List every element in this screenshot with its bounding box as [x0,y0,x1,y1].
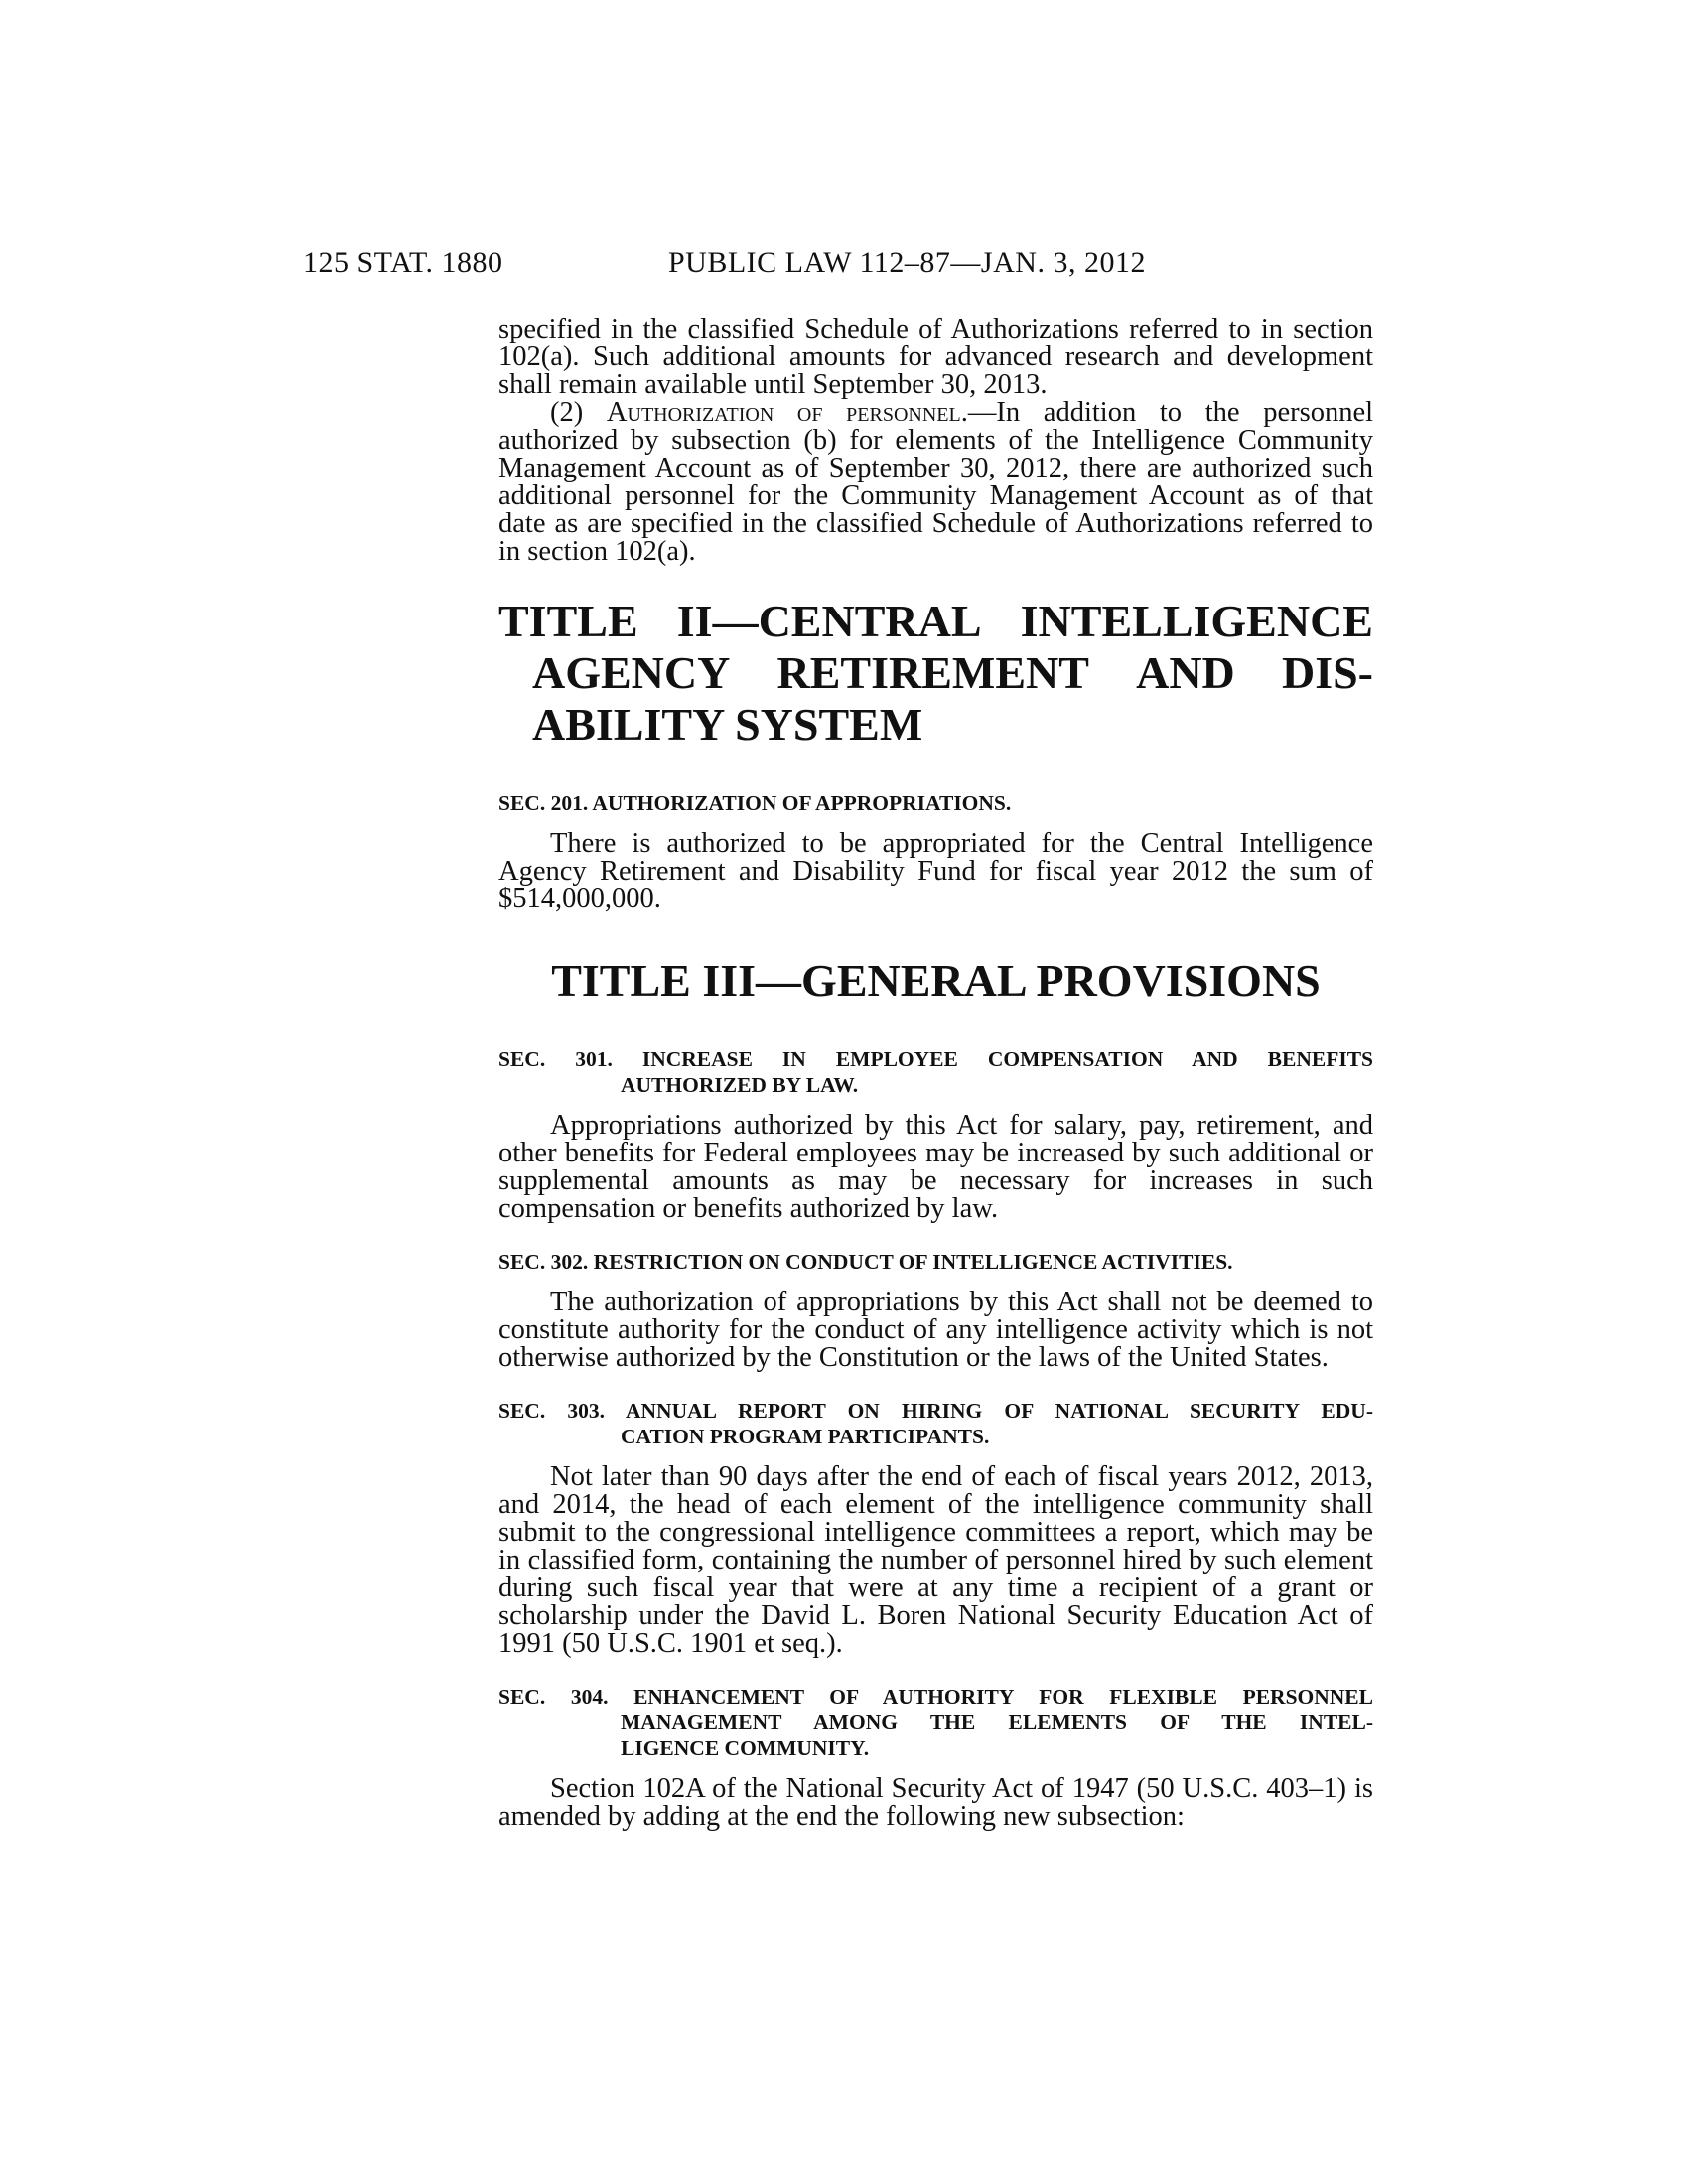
carryover-paragraph: specified in the classified Schedule of Authorizations referred to in section 102(a). Such additional amounts for advanced research and development shall remain available until September 30, 2013. [498,314,1373,400]
paragraph-heading: Authorization of personnel [606,397,961,428]
section-201-text: There is authorized to be appropriated for the Central Intelligence Agency Retirement and Disability Fund for fiscal year 2012 the sum of $514,000,000. [498,828,1373,914]
authorization-of-personnel-paragraph [498,399,1373,566]
section-304 [498,1684,1373,1831]
title-word: TITLE [498,596,638,646]
heading-line: CATION PROGRAM PARTICIPANTS. [621,1425,990,1448]
title-word: ABILITY SYSTEM [532,699,923,750]
section-201 [498,790,1373,913]
title-word: AND [1136,647,1235,698]
section-301 [498,1046,1373,1223]
title-word: AGENCY [532,647,731,698]
section-301-heading [498,1046,1373,1098]
title-word: DIS- [1281,647,1373,698]
section-201-heading: SEC. 201. AUTHORIZATION OF APPROPRIATIONS. [498,791,1012,815]
title-iii-heading: TITLE III—GENERAL PROVISIONS [551,955,1321,1006]
heading-line: SEC. 304. ENHANCEMENT OF AUTHORITY FOR FLEXIBLE PERSONNEL [498,1685,1373,1708]
section-301-text: Appropriations authorized by this Act for salary, pay, retirement, and other benefits for Federal employees may be increased by such additional or supplemental amounts as may be necessary for increases in such compensation or benefits authorized by law. [498,1110,1373,1224]
section-303-text: Not later than 90 days after the end of each of fiscal years 2012, 2013, and 2014, the head of each element of the intelligence community shall submit to the congressional intelligence committees a report, which may be in classified form, containing the number of personnel hired by such element during such fiscal year that were at any time a recipient of a grant or scholarship under the David L. Boren National Security Education Act of 1991 (50 U.S.C. 1901 et seq.). [498,1461,1373,1659]
statute-page-number: 125 STAT. 1880 [303,246,503,279]
public-law-citation: PUBLIC LAW 112–87—JAN. 3, 2012 [668,246,1146,279]
paragraph-text: .—In addition to the personnel authorized by subsection (b) for elements of the Intelligence Community Management Account as of September 30, 2012, there are authorized such additional personnel for the Community Management Account as of that date as are specified in the classified Schedule of Authorizations referred to in section 102(a). [498,397,1374,567]
title-ii-heading [498,596,1373,751]
title-word: II—CENTRAL [676,596,982,646]
heading-line: MANAGEMENT AMONG THE ELEMENTS OF THE INTEL- [621,1710,1373,1734]
title-ii-line-2 [498,647,1373,699]
section-303-heading [498,1398,1373,1449]
page-header [0,246,1688,286]
heading-line: AUTHORIZED BY LAW. [621,1073,859,1097]
heading-line: LIGENCE COMMUNITY. [621,1736,870,1760]
title-word: RETIREMENT [776,647,1089,698]
title-ii-line-3 [498,699,1407,751]
heading-line: SEC. 303. ANNUAL REPORT ON HIRING OF NATIONAL SECURITY EDU- [498,1399,1373,1423]
paragraph-label: (2) [550,397,607,428]
section-302 [498,1249,1373,1372]
carryover-section [498,316,1373,566]
section-303 [498,1398,1373,1658]
section-304-text: Section 102A of the National Security Act of 1947 (50 U.S.C. 403–1) is amended by adding at the end the following new subsection: [498,1773,1373,1832]
heading-line: SEC. 301. INCREASE IN EMPLOYEE COMPENSATION AND BENEFITS [498,1047,1373,1071]
section-302-text: The authorization of appropriations by this Act shall not be deemed to constitute authority for the conduct of any intelligence activity which is not otherwise authorized by the Constitution or the laws of the United States. [498,1287,1373,1373]
title-word: INTELLIGENCE [1020,596,1373,646]
section-302-heading: SEC. 302. RESTRICTION ON CONDUCT OF INTELLIGENCE ACTIVITIES. [498,1250,1233,1274]
title-ii-line-1 [498,596,1373,647]
section-304-heading [498,1684,1373,1761]
body-column [498,316,1373,1831]
